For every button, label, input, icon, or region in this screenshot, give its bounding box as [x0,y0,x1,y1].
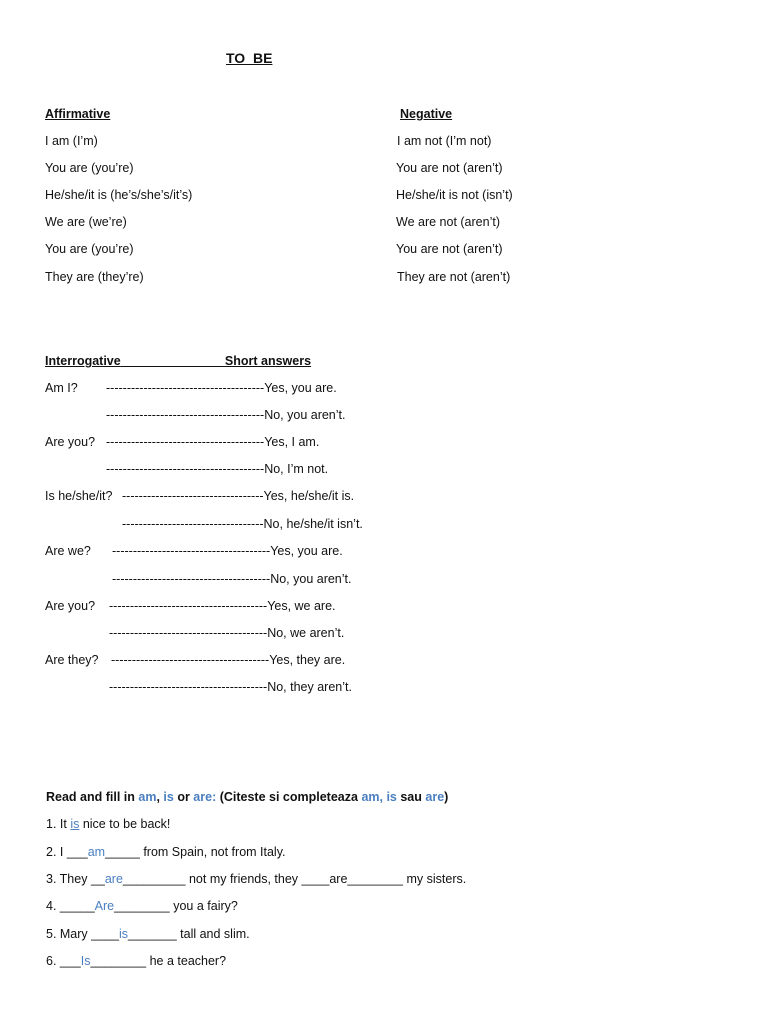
item-text: he a teacher? [146,954,227,968]
filled-answer[interactable]: Are [94,899,115,913]
short-answer: No, you aren’t. [270,572,352,586]
answer-line [106,461,328,477]
dash-leader: -------------------------------------- [106,408,265,422]
exercise-item [46,926,250,942]
interrogative-heading: Interrogative [45,354,121,368]
blank-line: ________ [90,954,147,968]
exercise-item [46,953,226,969]
dash-leader: ---------------------------------- [122,517,264,531]
dash-leader: -------------------------------------- [106,435,265,449]
keyword-am: am [138,790,157,804]
answer-line [106,434,319,450]
affirmative-line: I am (I’m) [45,134,98,148]
affirmative-line: He/she/it is (he’s/she’s/it’s) [45,188,193,202]
item-text: 2. I [46,845,67,859]
filled-answer[interactable]: Is [80,954,91,968]
dash-leader: -------------------------------------- [106,462,265,476]
item-text: 6. [46,954,60,968]
item-text: tall and slim. [176,927,250,941]
negative-line: He/she/it is not (isn’t) [396,188,513,202]
answer-line [106,407,345,423]
short-answer: Yes, he/she/it is. [263,489,355,503]
keyword-is: is [163,790,174,804]
short-answer: No, we aren’t. [267,626,345,640]
instruction-text: ) [444,790,449,804]
short-answer: Yes, they are. [269,653,346,667]
answer-line [111,652,345,668]
affirmative-line: They are (they’re) [45,270,144,284]
exercise-item [46,816,170,832]
keyword-am-is: am, is [361,790,397,804]
short-answer: Yes, you are. [264,381,337,395]
item-text: nice to be back! [79,817,171,831]
dash-leader: -------------------------------------- [109,680,268,694]
short-answer: Yes, I am. [264,435,320,449]
blank-line: _____ [105,845,140,859]
item-text: 1. It [46,817,71,831]
answer-line [106,380,337,396]
dash-leader: -------------------------------------- [106,381,265,395]
negative-line: I am not (I’m not) [397,134,492,148]
question-label: Is he/she/it? [45,489,113,503]
short-answer: No, they aren’t. [267,680,352,694]
answer-line [109,598,336,614]
affirmative-line: We are (we’re) [45,215,127,229]
filled-answer[interactable]: am [87,845,106,859]
exercise-item [46,871,466,887]
question-label: Are we? [45,544,91,558]
exercise-instruction [46,789,448,805]
filled-answer[interactable]: is [118,927,128,941]
dash-leader: -------------------------------------- [112,572,271,586]
page-title: TO BE [226,50,273,66]
blank-line: _______ [128,927,177,941]
answer-line [122,488,354,504]
negative-heading: Negative [400,107,453,121]
dash-leader: ---------------------------------- [122,489,264,503]
negative-line: You are not (aren’t) [396,161,503,175]
blank-line: __ [90,872,105,886]
affirmative-line: You are (you’re) [45,161,134,175]
blank-line: _________ [122,872,186,886]
blank-line: ________ [114,899,170,913]
answer-line [122,516,363,532]
blank-line: ___ [66,845,88,859]
dash-leader: -------------------------------------- [109,599,268,613]
question-label: Are you? [45,599,96,613]
dash-leader: -------------------------------------- [109,626,268,640]
negative-line: You are not (aren’t) [396,242,503,256]
instruction-text: (Citeste si completeaza [216,790,362,804]
exercise-item [46,844,286,860]
answer-line [112,571,351,587]
dash-leader: -------------------------------------- [111,653,270,667]
negative-line: We are not (aren’t) [396,215,500,229]
question-label: Am I? [45,381,78,395]
answer-line [112,543,343,559]
short-answer: Yes, we are. [267,599,336,613]
filled-answer[interactable]: is [70,817,80,831]
short-answers-heading: Short answers [224,354,312,368]
short-answer: Yes, you are. [270,544,343,558]
affirmative-line: You are (you’re) [45,242,134,256]
short-answer: No, I’m not. [264,462,329,476]
instruction-text: Read and fill in [46,790,139,804]
negative-line: They are not (aren’t) [397,270,511,284]
item-text: 4. [46,899,60,913]
question-label: Are they? [45,653,99,667]
exercise-item [46,898,238,914]
item-text: from Spain, not from Italy. [139,845,286,859]
answer-line [109,625,344,641]
interrogative-heading-row [45,353,311,369]
keyword-are: are [425,790,445,804]
blank-line: _____ [59,899,95,913]
affirmative-heading: Affirmative [45,107,111,121]
item-text: not my friends, they ____are________ my sisters. [185,872,467,886]
short-answer: No, you aren’t. [264,408,346,422]
instruction-text: , [156,790,164,804]
item-text: 3. They [46,872,91,886]
filled-answer[interactable]: are [104,872,123,886]
item-text: 5. Mary [46,927,92,941]
answer-line [109,679,352,695]
keyword-are: are: [193,790,217,804]
blank-line: ____ [91,927,119,941]
short-answer: No, he/she/it isn’t. [263,517,363,531]
blank-line: ___ [59,954,81,968]
item-text: you a fairy? [169,899,238,913]
heading-gap [121,354,225,368]
instruction-text: sau [396,790,426,804]
dash-leader: -------------------------------------- [112,544,271,558]
question-label: Are you? [45,435,96,449]
instruction-text: or [173,790,194,804]
